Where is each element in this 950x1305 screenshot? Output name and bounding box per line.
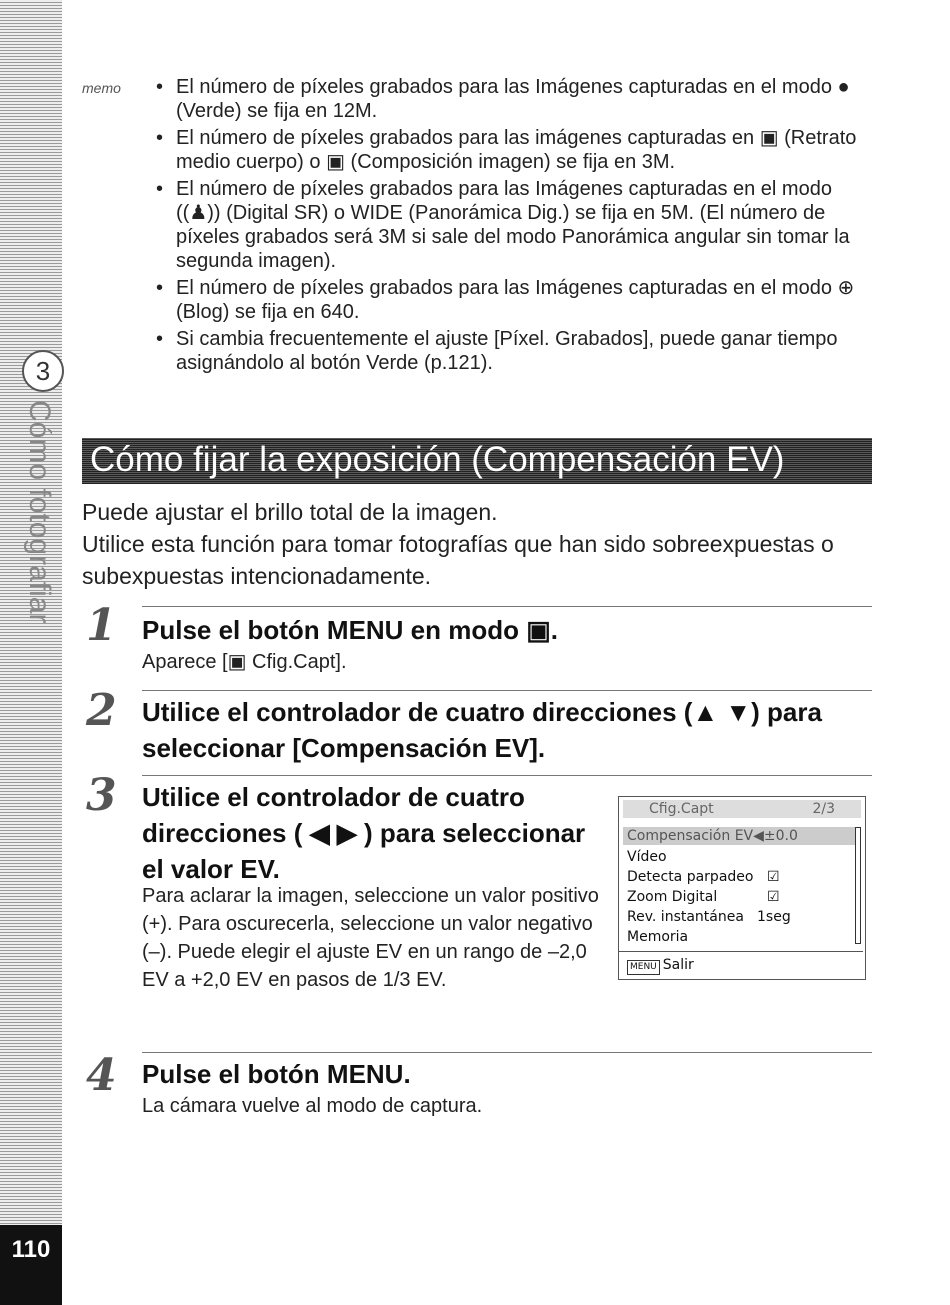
step-number: 4 [86,1050,117,1101]
step-number: 3 [86,770,117,821]
section-title: Cómo fijar la exposición (Compensación EV) [90,440,785,479]
menu-item: Memoria [627,929,689,945]
page-number: 110 [0,1225,62,1305]
step-body: Para aclarar la imagen, seleccione un valor positivo (+). Para oscurecerla, seleccione un valor negativo (–). Puede elegir el ajuste EV en un rango de –2,0 EV a +2,0 EV en pasos de 1/3 EV. [142,885,599,991]
step-divider [142,775,872,776]
menu-item: Zoom Digital ☑ [627,889,780,905]
step-divider [142,606,872,607]
menu-page: 2/3 [812,801,835,817]
menu-button-icon: MENU [627,960,660,975]
memo-item: • El número de píxeles grabados para las imágenes capturadas en ▣ (Retrato medio cuerpo) o ▣ (Composición imagen) se fija en 3M. [150,126,880,174]
intro-text [82,496,882,592]
menu-item: Vídeo [627,849,667,865]
menu-item: Detecta parpadeo ☑ [627,869,780,885]
menu-header-title: Cfig.Capt [649,801,714,817]
memo-icon: memo [82,80,121,96]
camera-menu-screen [618,796,866,980]
step-number: 1 [86,600,117,651]
section-heading-bar [82,438,872,484]
menu-footer: MENU Salir [619,951,863,977]
menu-header [623,800,861,818]
menu-scrollbar [855,827,861,944]
step-divider [142,690,872,691]
intro-line: Utilice esta función para tomar fotografías que han sido sobreexpuestas o subexpuestas intencionadamente. [82,531,834,589]
memo-item: • El número de píxeles grabados para las Imágenes capturadas en el modo ((♟)) (Digital SR) o WIDE (Panorámica Dig.) se fija en 5M. (El número de píxeles grabados será 3M si sale del modo Panorámica angular sin tomar la segunda imagen). [150,177,880,273]
step-body: Aparece [▣ Cfig.Capt]. [142,651,347,673]
menu-item: Rev. instantánea 1seg [627,909,791,925]
menu-item-selected: Compensación EV◀±0.0 [623,827,855,845]
side-strip [0,0,62,1305]
step-title: Utilice el controlador de cuatro direcciones ( ◀ ▶ ) para seleccionar el valor EV. [142,782,586,884]
step-title: Pulse el botón MENU. [142,1059,411,1089]
memo-item: • El número de píxeles grabados para las Imágenes capturadas en el modo ● (Verde) se fija en 12M. [150,75,880,123]
chapter-title: Cómo fotografiar [23,400,56,624]
chapter-number: 3 [22,350,64,392]
step-title: Pulse el botón MENU en modo ▣. [142,615,559,645]
memo-item: • El número de píxeles grabados para las Imágenes capturadas en el modo ⊕ (Blog) se fija en 640. [150,276,880,324]
memo-item: • Si cambia frecuentemente el ajuste [Píxel. Grabados], puede ganar tiempo asignándolo al botón Verde (p.121). [150,327,880,375]
step-divider [142,1052,872,1053]
intro-line: Puede ajustar el brillo total de la imagen. [82,499,498,525]
memo-list [150,75,880,378]
step-title: Utilice el controlador de cuatro direcciones (▲ ▼) para seleccionar [Compensación EV]. [142,697,822,763]
step-body: La cámara vuelve al modo de captura. [142,1095,483,1117]
step-number: 2 [86,685,117,736]
